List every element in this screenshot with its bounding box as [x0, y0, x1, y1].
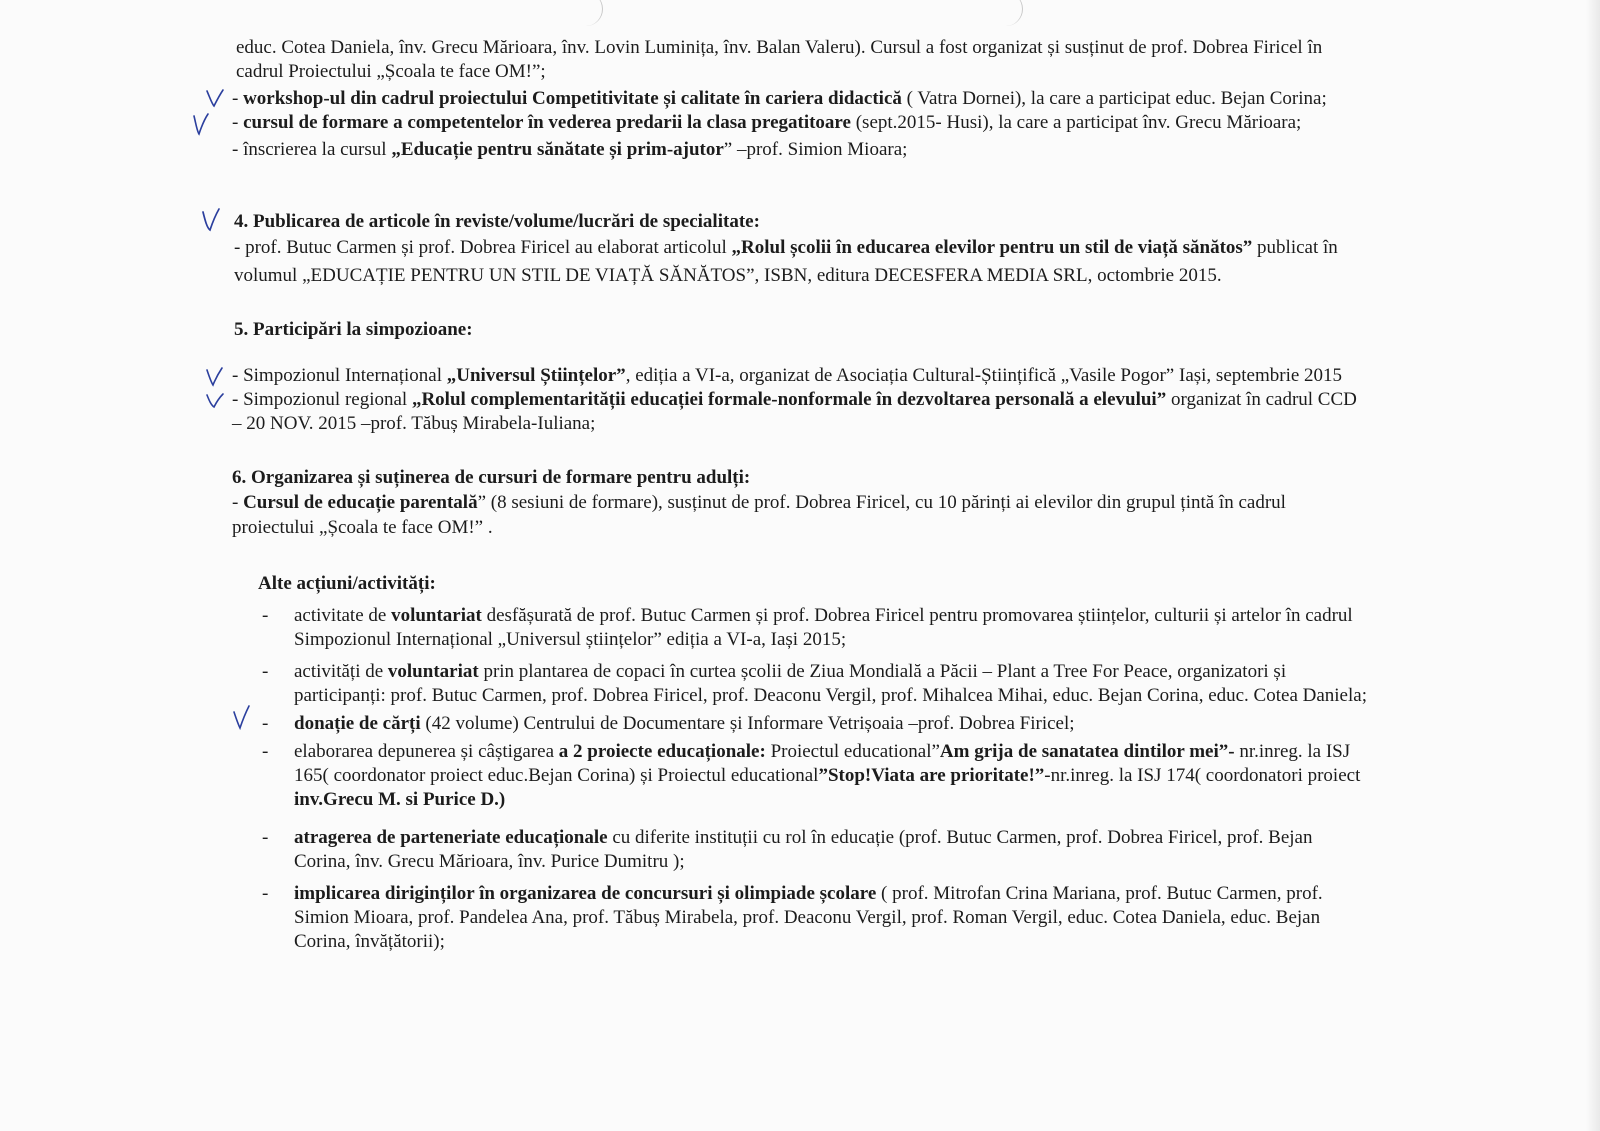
symposium-2-pre: - Simpozionul regional: [232, 389, 412, 410]
section-4-article-line-1: [234, 236, 1338, 260]
enrollment-pre: - înscrierea la cursul: [232, 139, 392, 160]
symposium-2-details: organizat în cadrul CCD: [1166, 389, 1357, 410]
other-item-4-rest: nr.inreg. la ISJ: [1234, 741, 1351, 762]
handwritten-check-icon: [204, 84, 226, 112]
other-item-4-line-1: [294, 740, 1350, 764]
list-dash: -: [262, 661, 269, 682]
other-item-2-line-1: [294, 660, 1286, 684]
parental-course-details: , susținut de prof. Dobrea Firicel, cu 10 părinți ai elevilor din grupul țintă în cadrul: [658, 492, 1286, 513]
article-title: „Rolul școlii în educarea elevilor pentru un stil de viață sănătos”: [731, 237, 1253, 258]
other-item-4-line-3: inv.Grecu M. si Purice D.): [294, 789, 506, 810]
course-title: cursul de formare a competentelor în vederea predarii la clasa pregatitoare: [243, 112, 851, 133]
symposium-1-pre: - Simpozionul Internațional: [232, 365, 447, 386]
intro-line-1: educ. Cotea Daniela, înv. Grecu Mărioara, înv. Lovin Luminița, înv. Balan Valeru). Cursul a fost organizat și susținut de prof. Dobrea Firicel în: [236, 37, 1323, 58]
other-item-2-rest: prin plantarea de copaci în curtea școlii de Ziua Mondială a Păcii – Plant a Tree For Peace, organizatori și: [478, 661, 1287, 682]
other-item-4-line-2: [294, 764, 1360, 788]
symposium-item-2-line-2: – 20 NOV. 2015 –prof. Tăbuș Mirabela-Iuliana;: [232, 413, 596, 434]
other-item-3-bold: donație de cărți: [294, 713, 421, 734]
other-item-4-l2-rest: -nr.inreg. la ISJ 174( coordonatori proiect: [1044, 765, 1361, 786]
other-item-5-line-2: Corina, înv. Grecu Mărioara, înv. Purice Dumitru );: [294, 851, 685, 872]
handwritten-check-icon: [190, 110, 212, 138]
enrollment-details: ” –prof. Simion Mioara;: [723, 139, 908, 160]
parental-course-title: Cursul de educație parentală: [243, 492, 478, 513]
workshop-details: ( Vatra Dornei), la care a participat educ. Bejan Corina;: [901, 88, 1327, 109]
handwritten-check-icon: [200, 206, 222, 234]
course-dash: -: [232, 112, 244, 133]
list-dash: -: [262, 827, 269, 848]
section-6-course-line-2: proiectului „Școala te face OM!” .: [232, 517, 493, 538]
other-item-2-bold: voluntariat: [387, 661, 479, 682]
list-dash: -: [262, 605, 269, 626]
handwritten-check-icon: [204, 386, 226, 414]
handwritten-check-icon: [232, 704, 254, 732]
section-5-heading: 5. Participări la simpozioane:: [234, 319, 473, 340]
enrollment-course: „Educație pentru sănătate și prim-ajutor: [391, 139, 724, 160]
symposium-1-title: „Universul Științelor”: [446, 365, 626, 386]
punch-hole-mark-left: [580, 0, 603, 26]
course-details: (sept.2015- Husi), la care a participat înv. Grecu Mărioara;: [850, 112, 1302, 133]
other-item-1-line-1: [294, 604, 1353, 628]
other-item-4-project-1: Am grija de sanatatea dintilor mei”-: [939, 741, 1235, 762]
section-4-article-line-2: volumul „EDUCAȚIE PENTRU UN STIL DE VIAȚĂ SĂNĂTOS”, ISBN, editura DECESFERA MEDIA SRL, octombrie 2015.: [234, 265, 1222, 286]
course-item: [232, 111, 1301, 135]
other-item-6-line-3: Corina, învățătorii);: [294, 931, 445, 952]
other-item-6-bold: implicarea diriginților în organizarea de concursuri și olimpiade școlare: [294, 883, 877, 904]
parental-course-sessions: ” (8 sesiuni de formare): [477, 492, 659, 513]
punch-hole-mark-right: [1000, 0, 1023, 26]
other-item-5-bold: atragerea de parteneriate educaționale: [294, 827, 608, 848]
other-item-1-pre: activitate de: [294, 605, 392, 626]
symposium-1-details: , ediția a VI-a, organizat de Asociația Cultural-Științifică „Vasile Pogor” Iași, septembrie 2015: [625, 365, 1343, 386]
article-published-in: publicat în: [1252, 237, 1338, 258]
article-authors: - prof. Butuc Carmen și prof. Dobrea Firicel au elaborat articolul: [234, 237, 732, 258]
other-item-1-bold: voluntariat: [391, 605, 482, 626]
enrollment-item: [232, 138, 907, 162]
other-item-3-line-1: [294, 712, 1075, 736]
other-actions-heading: Alte acțiuni/activități:: [258, 573, 436, 594]
other-item-1-line-2: Simpozionul Internațional „Universul științelor” ediția a VI-a, Iași 2015;: [294, 629, 847, 650]
other-item-4-project-2: ”Stop!Viata are prioritate!”: [818, 765, 1045, 786]
parental-course-dash: -: [232, 492, 244, 513]
other-item-6-line-2: Simion Mioara, prof. Pandelea Ana, prof. Tăbuș Mirabela, prof. Deaconu Vergil, prof. Roman Vergil, educ. Cotea Daniela, educ. Bejan: [294, 907, 1321, 928]
intro-line-2: cadrul Proiectului „Școala te face OM!”;: [236, 61, 546, 82]
page-edge-shadow: [1586, 0, 1600, 1131]
other-item-4-l2-pre: 165( coordonator proiect educ.Bejan Corina) și Proiectul educational: [294, 765, 819, 786]
other-item-4-pre: elaborarea depunerea și câștigarea: [294, 741, 559, 762]
other-item-5-rest: cu diferite instituții cu rol în educație (prof. Butuc Carmen, prof. Dobrea Firicel, prof. Bejan: [607, 827, 1313, 848]
section-4-heading: 4. Publicarea de articole în reviste/volume/lucrări de specialitate:: [234, 211, 760, 232]
other-item-2-pre: activități de: [294, 661, 388, 682]
list-dash: -: [262, 741, 269, 762]
other-item-2-line-2: participanți: prof. Butuc Carmen, prof. Dobrea Firicel, prof. Deaconu Vergil, prof. Mihalcea Mihai, educ. Bejan Corina, educ. Cotea Daniela;: [294, 685, 1367, 706]
workshop-item: [232, 87, 1327, 111]
section-6-course-line-1: [232, 491, 1286, 515]
symposium-item-2: [232, 388, 1357, 412]
other-item-6-rest: ( prof. Mitrofan Crina Mariana, prof. Butuc Carmen, prof.: [876, 883, 1323, 904]
other-item-4-mid: Proiectul educational”: [765, 741, 940, 762]
other-item-6-line-1: [294, 882, 1323, 906]
workshop-title: workshop-ul din cadrul proiectului Competitivitate și calitate în cariera didactică: [243, 88, 902, 109]
other-item-4-bold: a 2 proiecte educaționale:: [558, 741, 766, 762]
other-item-5-line-1: [294, 826, 1313, 850]
symposium-2-title: „Rolul complementarității educației formale-nonformale în dezvoltarea personală a elevului”: [411, 389, 1167, 410]
list-dash: -: [262, 713, 269, 734]
section-6-heading: 6. Organizarea și suținerea de cursuri de formare pentru adulți:: [232, 467, 751, 488]
other-item-3-rest: (42 volume) Centrului de Documentare și Informare Vetrișoaia –prof. Dobrea Firicel;: [420, 713, 1075, 734]
list-dash: -: [262, 883, 269, 904]
symposium-item-1: [232, 364, 1342, 388]
workshop-dash: -: [232, 88, 244, 109]
other-item-1-rest: desfășurată de prof. Butuc Carmen și prof. Dobrea Firicel pentru promovarea științelor, culturii și artelor în cadrul: [481, 605, 1353, 626]
